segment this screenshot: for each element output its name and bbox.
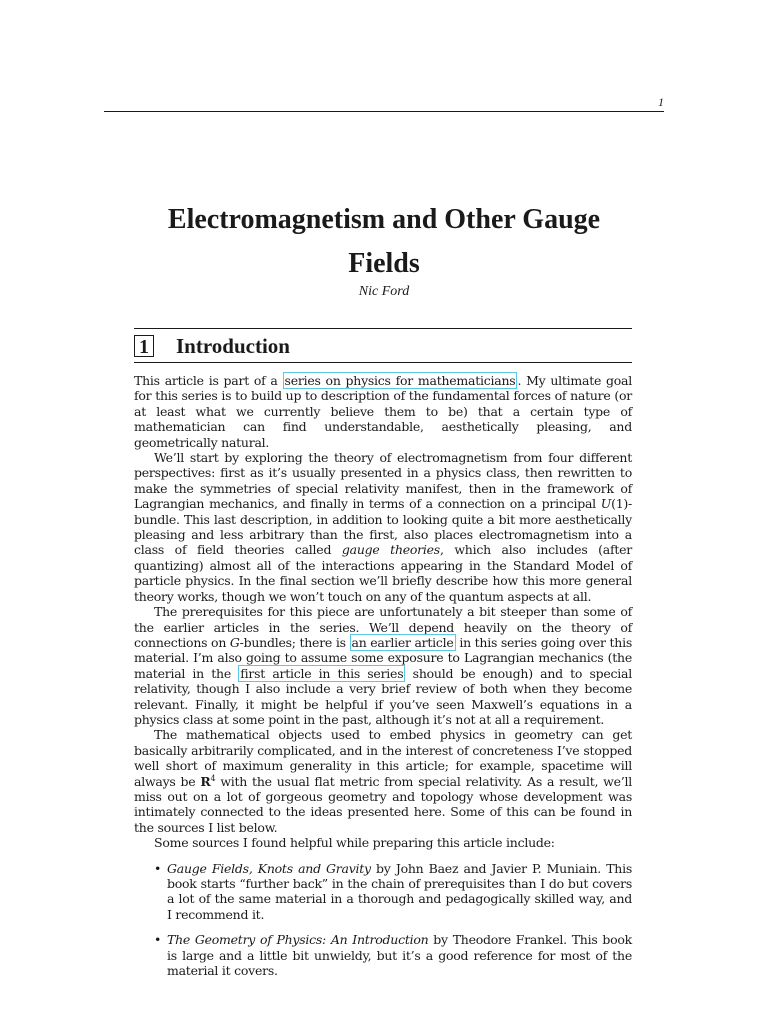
- source-description: by Theodore Frankel. This book is large and a little bit unwieldy, but it’s a good reference for most of the material it covers.: [167, 932, 632, 979]
- text-span: . My ultimate goal for this series is to build up to description of the fundamental forces of nature (or at least what we currently believe them to be) that a certain type of mathematician can find understandable, aesthetically pleasing, and geometrically natural.: [134, 373, 633, 450]
- paragraph-sources: Some sources I found helpful while preparing this article include:: [154, 835, 555, 851]
- paragraph-perspectives: [134, 450, 632, 604]
- text-span: The mathematical objects used to embed physics in geometry can get basically arbitrarily complicated, and in the interest of concreteness I’ve stopped well short of maximum generality in this article; for example, spacetime will always be: [134, 727, 632, 789]
- list-item: [134, 932, 632, 978]
- bullet-icon: •: [154, 932, 162, 948]
- page-number: 1: [658, 95, 664, 109]
- text-span: The prerequisites for this piece are unfortunately a bit steeper than some of the earlier articles in the series. We’ll depend heavily on the theory of connections on: [134, 604, 632, 650]
- text-span: should be enough) and to special relativity, though I also include a very brief review of both when they become relevant. Finally, it might be helpful if you’ve seen Maxwell’s equations in a physics class at some point in the past, although it’s not at all a requirement.: [134, 665, 632, 727]
- section-title: Introduction: [176, 334, 290, 358]
- section-rule-bottom: [134, 362, 632, 363]
- math-symbol: G: [229, 634, 240, 650]
- section-rule-top: [134, 328, 632, 329]
- paragraph-objects: [134, 727, 632, 835]
- math-symbol: R: [200, 773, 211, 789]
- text-span: -bundles; there is: [239, 634, 350, 650]
- section-number: 1: [134, 335, 154, 357]
- source-title: The Geometry of Physics: An Introduction: [167, 932, 429, 948]
- header-rule: [104, 111, 664, 112]
- series-link[interactable]: series on physics for mathematicians: [284, 373, 516, 388]
- text-span: (1)-bundle. This last description, in addition to looking quite a bit more aesthetically pleasing and less arbitrary than the first, also places electromagnetism into a class of field theories called: [134, 496, 632, 558]
- paragraph-prerequisites: [134, 604, 632, 727]
- text-span: , which also includes (after quantizing) almost all of the interactions appearing in the Standard Model of particle physics. In the final section we’ll briefly describe how this more general theory works, though we won’t touch on any of the quantum aspects at all.: [134, 542, 632, 604]
- source-title: Gauge Fields, Knots and Gravity: [167, 860, 371, 876]
- sources-list: [134, 861, 632, 979]
- text-span: This article is part of a: [134, 373, 283, 388]
- earlier-article-link[interactable]: an earlier article: [351, 634, 454, 650]
- list-item: [134, 861, 632, 923]
- math-symbol: U: [600, 496, 612, 512]
- first-article-link[interactable]: first article in this series: [240, 665, 404, 681]
- paragraph-intro: [134, 373, 632, 450]
- article-body: [134, 373, 632, 988]
- text-span: with the usual flat metric from special relativity. As a result, we’ll miss out on a lot of gorgeous geometry and topology whose development was intimately connected to the ideas presented here. Some of this can be found in the sources I list below.: [134, 773, 632, 835]
- page-title: Electromagnetism and Other Gauge Fields: [167, 204, 601, 279]
- author-name: Nic Ford: [358, 284, 410, 299]
- source-description: by John Baez and Javier P. Muniain. This book starts “further back” in the chain of prerequisites than I do but covers a lot of the same material in a thorough and pedagogically skilled way, and I recommend it.: [167, 860, 632, 922]
- text-span: in this series going over this material. I’m also going to assume some exposure to Lagrangian mechanics (the material in the: [134, 634, 632, 681]
- math-superscript: 4: [210, 773, 216, 783]
- bullet-icon: •: [154, 860, 162, 876]
- emphasis-text: gauge theories: [341, 542, 440, 558]
- text-span: We’ll start by exploring the theory of electromagnetism from four different perspectives: first as it’s usually presented in a physics class, then rewritten to make the symmetries of special relativity manifest, then in the framework of Lagrangian mechanics, and finally in terms of a connection on a principal: [134, 450, 632, 512]
